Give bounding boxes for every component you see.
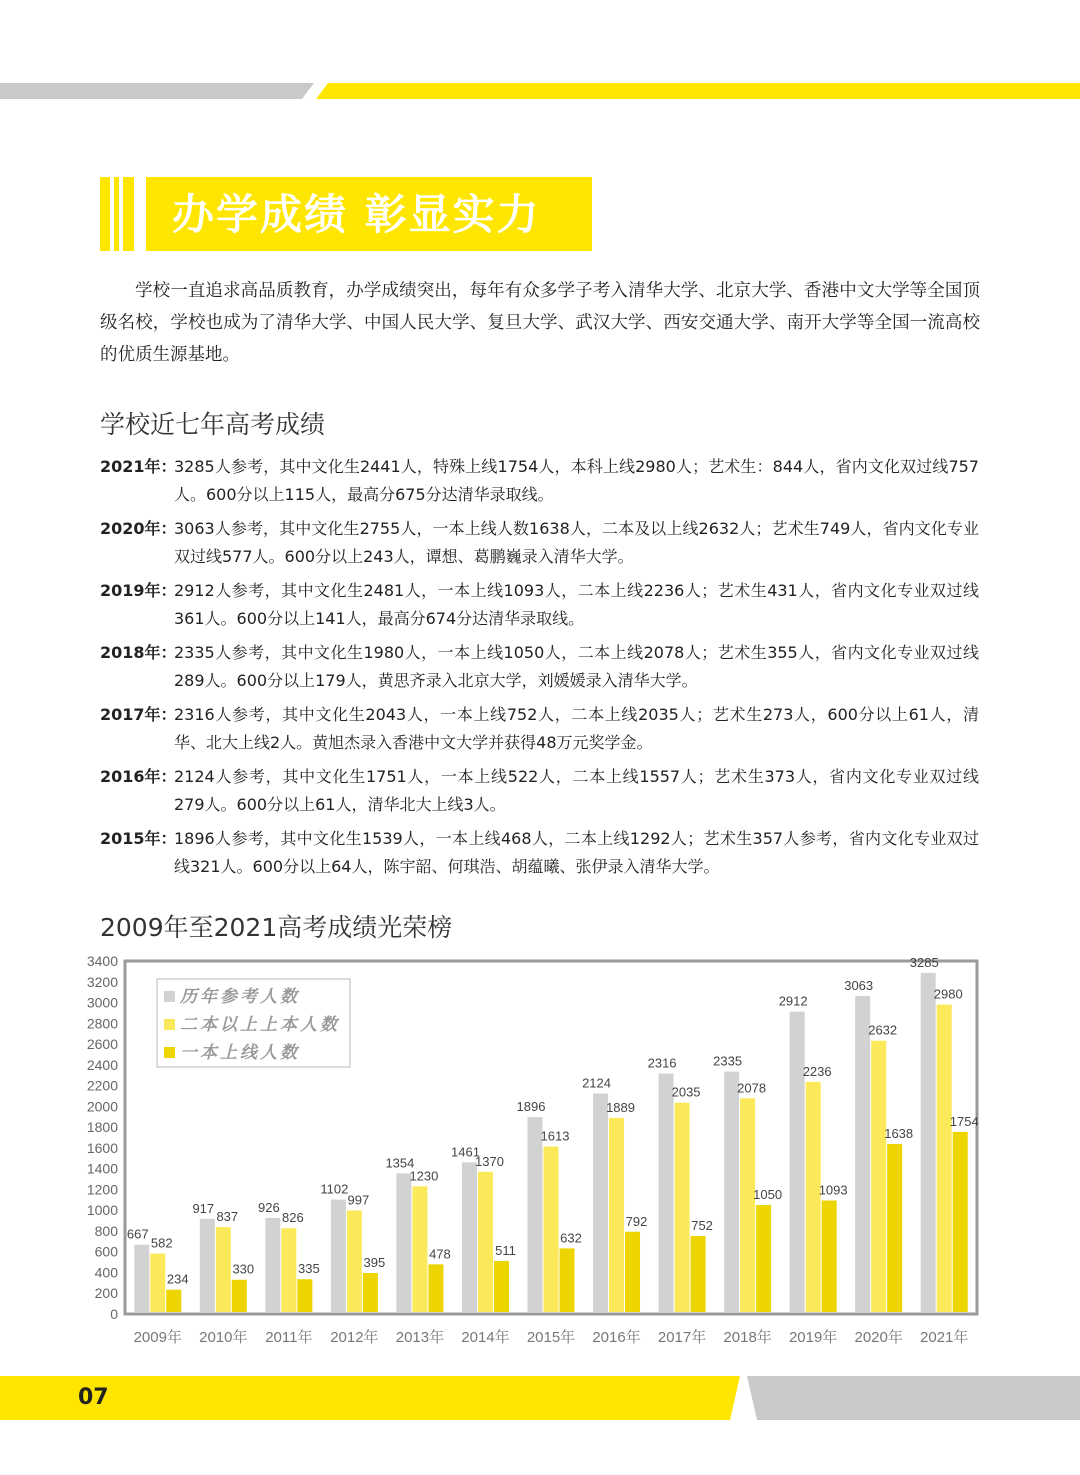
- bar: [756, 1205, 771, 1312]
- y-tick-label: 1400: [86, 1160, 118, 1177]
- data-label: 2078: [737, 1080, 767, 1096]
- bar: [166, 1290, 181, 1312]
- y-tick-label: 3000: [86, 994, 118, 1011]
- bar: [134, 1245, 149, 1312]
- bar: [625, 1232, 640, 1312]
- bar: [593, 1093, 608, 1312]
- data-label: 1093: [818, 1182, 848, 1198]
- data-label: 582: [150, 1235, 173, 1251]
- top-yellow-band: [316, 83, 1080, 99]
- bar: [790, 1012, 805, 1312]
- bar: [281, 1228, 296, 1312]
- bar: [216, 1227, 231, 1312]
- record-item: [100, 639, 980, 701]
- bottom-gray-band: [747, 1376, 1080, 1420]
- bar: [412, 1186, 427, 1312]
- data-label: 1230: [409, 1168, 439, 1184]
- data-label: 2335: [713, 1053, 743, 1069]
- y-tick-label: 1800: [86, 1119, 118, 1136]
- record-text: 3063人参考，其中文化生2755人，一本上线人数1638人，二本及以上线2632人；艺术生749人，省内文化专业双过线577人。600分以上243人，谭想、葛鹏巍录入清华大学。: [174, 519, 979, 566]
- bar: [297, 1279, 312, 1312]
- data-label: 2632: [868, 1022, 898, 1038]
- bar: [871, 1041, 886, 1312]
- bar: [740, 1098, 755, 1312]
- record-item: [100, 453, 980, 515]
- section-title-records: 学校近七年高考成绩: [100, 410, 326, 439]
- y-tick-label: 2200: [86, 1077, 118, 1094]
- bar: [691, 1236, 706, 1312]
- legend-swatch: [164, 991, 175, 1002]
- bar: [462, 1162, 477, 1312]
- record-text: 1896人参考，其中文化生1539人，一本上线468人，二本上线1292人；艺术生357人参考，省内文化专业双过线321人。600分以上64人，陈宇韶、何琪浩、胡蕴曦、张伊录入清华大学。: [174, 829, 979, 876]
- data-label: 3285: [909, 955, 939, 970]
- bar: [855, 996, 870, 1312]
- record-year: 2021年：: [100, 457, 177, 476]
- y-tick-label: 0: [110, 1306, 118, 1322]
- records-list: [100, 453, 980, 887]
- y-tick-label: 600: [94, 1243, 118, 1260]
- bar: [200, 1219, 215, 1312]
- data-label: 2912: [778, 993, 808, 1009]
- x-tick-label: 2014年: [461, 1329, 510, 1346]
- x-tick-label: 2021年: [920, 1329, 969, 1346]
- data-label: 1461: [451, 1144, 480, 1160]
- section-title-chart: 2009年至2021高考成绩光荣榜: [100, 913, 453, 942]
- data-label: 1754: [949, 1113, 979, 1129]
- data-label: 2980: [933, 986, 963, 1002]
- x-tick-label: 2011年: [265, 1329, 313, 1346]
- bar: [347, 1210, 362, 1312]
- data-label: 792: [625, 1213, 648, 1229]
- record-year: 2017年：: [100, 705, 177, 724]
- bar: [953, 1132, 968, 1312]
- data-label: 926: [257, 1199, 280, 1215]
- y-tick-label: 2600: [86, 1036, 118, 1053]
- data-label: 2236: [802, 1063, 832, 1079]
- x-tick-label: 2013年: [395, 1329, 445, 1346]
- bar: [659, 1074, 674, 1312]
- record-year: 2016年：: [100, 767, 177, 786]
- bar: [363, 1273, 378, 1312]
- record-item: [100, 577, 980, 639]
- y-tick-label: 1600: [86, 1139, 118, 1156]
- record-year: 2019年：: [100, 581, 177, 600]
- record-item: [100, 701, 980, 763]
- bar: [887, 1144, 902, 1312]
- record-text: 2912人参考，其中文化生2481人，一本上线1093人，二本上线2236人；艺术生431人，省内文化专业双过线361人。600分以上141人，最高分674分达清华录取线。: [174, 581, 979, 628]
- data-label: 2035: [671, 1084, 701, 1100]
- record-item: [100, 515, 980, 577]
- data-label: 632: [560, 1230, 582, 1246]
- bar: [331, 1200, 346, 1312]
- record-item: [100, 763, 980, 825]
- bar: [724, 1072, 739, 1312]
- scores-bar-chart: [80, 955, 1000, 1355]
- data-label: 330: [232, 1261, 255, 1277]
- bar: [528, 1117, 543, 1312]
- record-text: 2335人参考，其中文化生1980人，一本上线1050人，二本上线2078人；艺术生355人，省内文化专业双过线289人。600分以上179人，黄思齐录入北京大学，刘媛媛录入清华大学。: [174, 643, 979, 690]
- intro-paragraph: 学校一直追求高品质教育，办学成绩突出，每年有众多学子考入清华大学、北京大学、香港中文大学等全国顶级名校，学校也成为了清华大学、中国人民大学、复旦大学、武汉大学、西安交通大学、南开大学等全国一流高校的优质生源基地。: [100, 281, 980, 365]
- page-title: 办学成绩 彰显实力: [172, 190, 541, 239]
- x-tick-label: 2009年: [133, 1329, 182, 1346]
- bar: [675, 1103, 690, 1312]
- bar: [544, 1147, 559, 1312]
- record-text: 3285人参考，其中文化生2441人，特殊上线1754人，本科上线2980人；艺术生：844人，省内文化双过线757人。600分以上115人，最高分675分达清华录取线。: [174, 457, 979, 504]
- data-label: 752: [691, 1217, 713, 1233]
- data-label: 335: [297, 1261, 320, 1277]
- x-tick-label: 2016年: [592, 1329, 641, 1346]
- title-stripe: [119, 177, 123, 251]
- bar: [921, 973, 936, 1312]
- legend-swatch: [164, 1047, 175, 1058]
- y-tick-label: 3400: [86, 955, 118, 969]
- y-tick-label: 1200: [86, 1181, 118, 1198]
- data-label: 1102: [320, 1181, 349, 1197]
- y-tick-label: 200: [94, 1285, 118, 1302]
- data-label: 395: [363, 1254, 386, 1270]
- y-tick-label: 2800: [86, 1015, 118, 1032]
- bar: [150, 1254, 165, 1312]
- data-label: 1889: [606, 1099, 635, 1115]
- bar: [428, 1264, 443, 1312]
- x-tick-label: 2015年: [526, 1329, 576, 1346]
- page-number: 07: [78, 1385, 109, 1410]
- data-label: 2316: [647, 1055, 677, 1071]
- data-label: 478: [429, 1246, 451, 1262]
- data-label: 234: [166, 1271, 189, 1287]
- bar: [265, 1218, 280, 1312]
- y-tick-label: 2400: [86, 1056, 118, 1073]
- record-year: 2018年：: [100, 643, 177, 662]
- y-tick-label: 2000: [86, 1098, 118, 1115]
- data-label: 1613: [540, 1128, 570, 1144]
- data-label: 826: [281, 1210, 304, 1226]
- y-tick-label: 1000: [86, 1202, 118, 1219]
- data-label: 3063: [844, 977, 874, 993]
- title-stripe: [134, 177, 146, 251]
- data-label: 997: [347, 1192, 370, 1208]
- bar: [822, 1201, 837, 1312]
- x-tick-label: 2012年: [330, 1329, 379, 1346]
- bar: [560, 1248, 575, 1312]
- x-tick-label: 2010年: [199, 1329, 248, 1346]
- data-label: 1354: [385, 1155, 415, 1171]
- legend-label: 二本以上上本人数: [180, 1015, 340, 1035]
- bar: [478, 1172, 493, 1312]
- title-stripe: [110, 177, 114, 251]
- record-text: 2316人参考，其中文化生2043人，一本上线752人，二本上线2035人；艺术生273人，600分以上61人，清华、北大上线2人。黄旭杰录入香港中文大学并获得48万元奖学金。: [174, 705, 979, 752]
- data-label: 2124: [582, 1075, 611, 1091]
- legend-swatch: [164, 1019, 175, 1030]
- bar: [937, 1005, 952, 1312]
- y-tick-label: 800: [94, 1222, 118, 1239]
- data-label: 1050: [753, 1186, 783, 1202]
- legend-label: 历年参考人数: [180, 987, 300, 1007]
- record-year: 2020年：: [100, 519, 177, 538]
- data-label: 1370: [475, 1153, 504, 1169]
- y-tick-label: 3200: [86, 973, 118, 990]
- record-year: 2015年：: [100, 829, 177, 848]
- bar: [609, 1118, 624, 1312]
- bar: [232, 1280, 247, 1312]
- data-label: 1638: [884, 1125, 914, 1141]
- data-label: 1896: [516, 1099, 546, 1115]
- y-tick-label: 400: [94, 1264, 118, 1281]
- record-item: [100, 825, 980, 887]
- top-gray-band: [0, 83, 314, 99]
- x-tick-label: 2017年: [657, 1329, 707, 1346]
- data-label: 837: [216, 1209, 239, 1225]
- bar: [494, 1261, 509, 1312]
- bar: [396, 1173, 411, 1312]
- data-label: 511: [495, 1242, 516, 1258]
- data-label: 917: [192, 1200, 215, 1216]
- x-tick-label: 2018年: [723, 1329, 772, 1346]
- bottom-yellow-band: [0, 1376, 740, 1420]
- x-tick-label: 2019年: [788, 1329, 838, 1346]
- x-tick-label: 2020年: [854, 1329, 903, 1346]
- record-text: 2124人参考，其中文化生1751人，一本上线522人，二本上线1557人；艺术生373人，省内文化专业双过线279人。600分以上61人，清华北大上线3人。: [174, 767, 979, 814]
- data-label: 667: [126, 1226, 149, 1242]
- legend-label: 一本上线人数: [180, 1043, 300, 1063]
